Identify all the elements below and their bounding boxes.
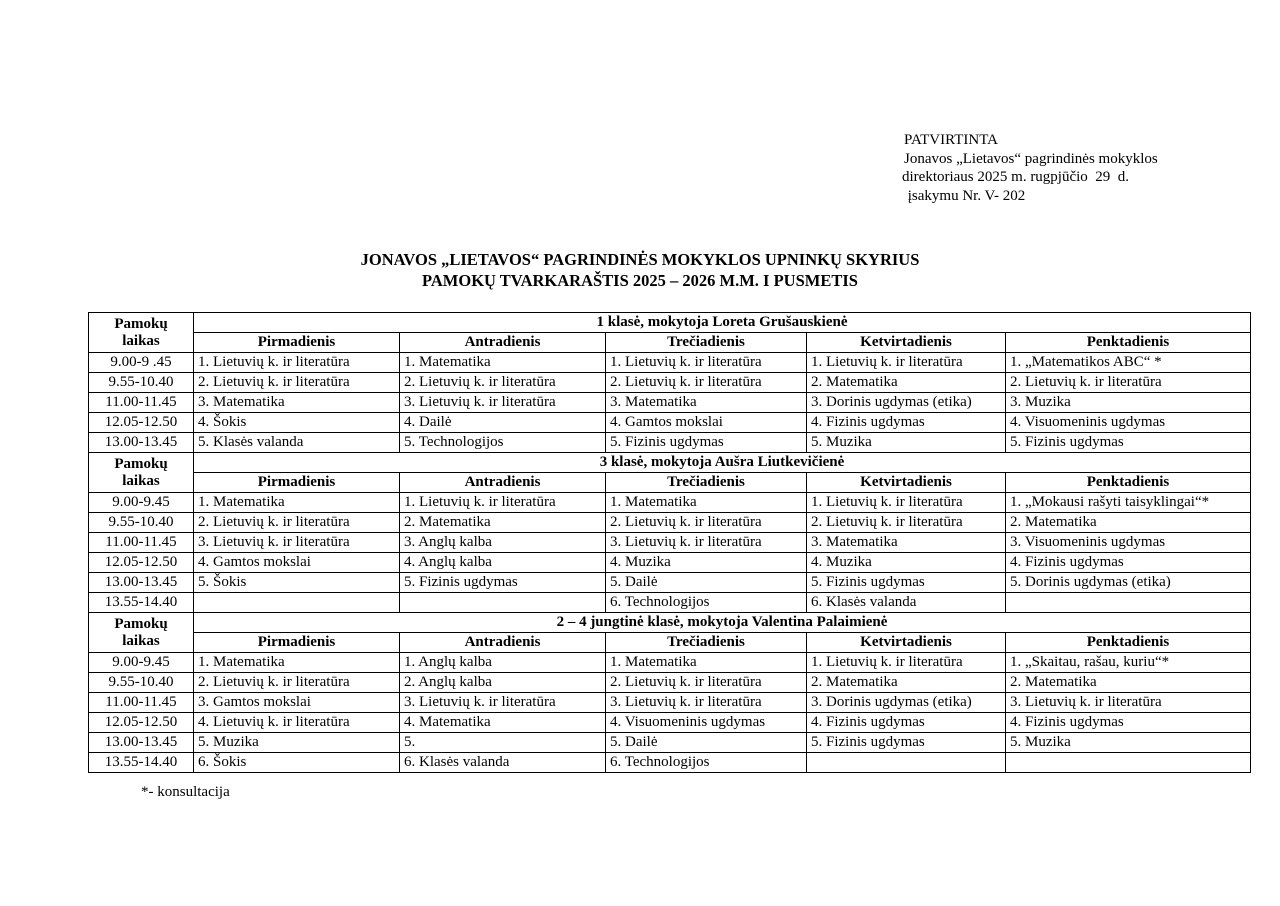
lesson-cell: 6. Šokis	[194, 753, 400, 773]
lesson-cell: 3. Lietuvių k. ir literatūra	[194, 533, 400, 553]
approval-line: Jonavos „Lietavos“ pagrindinės mokyklos	[904, 150, 1158, 167]
lesson-cell: 5. Muzika	[1006, 733, 1251, 753]
table-row	[89, 593, 1251, 613]
lesson-cell: 4. Muzika	[807, 553, 1006, 573]
day-header: Penktadienis	[1006, 633, 1251, 653]
timetable	[88, 312, 1251, 773]
lesson-time: 9.55-10.40	[89, 673, 194, 693]
lesson-cell: 6. Klasės valanda	[807, 593, 1006, 613]
day-header: Penktadienis	[1006, 333, 1251, 353]
table-row	[89, 513, 1251, 533]
lesson-cell: 3. Dorinis ugdymas (etika)	[807, 393, 1006, 413]
approval-line: įsakymu Nr. V- 202	[904, 187, 1026, 204]
title-line-2: PAMOKŲ TVARKARAŠTIS 2025 – 2026 M.M. I PUSMETIS	[422, 271, 858, 290]
lesson-cell: 1. Matematika	[606, 653, 807, 673]
lesson-cell: 3. Matematika	[606, 393, 807, 413]
lesson-cell	[1006, 593, 1251, 613]
day-header: Pirmadienis	[194, 333, 400, 353]
time-header-text: Pamokų	[114, 615, 168, 632]
lesson-cell: 2. Lietuvių k. ir literatūra	[194, 673, 400, 693]
lesson-cell: 2. Matematika	[807, 373, 1006, 393]
table-row	[89, 753, 1251, 773]
class-title: 1 klasė, mokytoja Loreta Grušauskienė	[194, 313, 1251, 333]
lesson-time: 9.00-9 .45	[89, 353, 194, 373]
lesson-cell: 6. Technologijos	[606, 753, 807, 773]
lesson-cell: 1. „Skaitau, rašau, kuriu“*	[1006, 653, 1251, 673]
lesson-cell: 5. Dailė	[606, 573, 807, 593]
lesson-cell: 2. Anglų kalba	[400, 673, 606, 693]
table-row	[89, 553, 1251, 573]
lesson-cell: 4. Gamtos mokslai	[194, 553, 400, 573]
lesson-cell: 3. Lietuvių k. ir literatūra	[1006, 693, 1251, 713]
lesson-time: 12.05-12.50	[89, 413, 194, 433]
lesson-cell: 6. Klasės valanda	[400, 753, 606, 773]
lesson-cell: 4. Matematika	[400, 713, 606, 733]
lesson-time: 9.55-10.40	[89, 373, 194, 393]
lesson-cell: 4. Muzika	[606, 553, 807, 573]
lesson-cell: 1. Matematika	[400, 353, 606, 373]
lesson-cell: 3. Visuomeninis ugdymas	[1006, 533, 1251, 553]
lesson-cell: 3. Gamtos mokslai	[194, 693, 400, 713]
table-row	[89, 693, 1251, 713]
time-header-text: laikas	[122, 472, 160, 489]
lesson-cell: 4. Šokis	[194, 413, 400, 433]
day-header-row	[89, 633, 1251, 653]
lesson-cell: 2. Lietuvių k. ir literatūra	[606, 673, 807, 693]
lesson-cell: 4. Dailė	[400, 413, 606, 433]
day-header: Penktadienis	[1006, 473, 1251, 493]
lesson-cell: 2. Lietuvių k. ir literatūra	[400, 373, 606, 393]
lesson-cell: 1. Anglų kalba	[400, 653, 606, 673]
lesson-cell	[194, 593, 400, 613]
lesson-cell: 5. Fizinis ugdymas	[807, 733, 1006, 753]
table-row	[89, 493, 1251, 513]
lesson-cell: 1. Lietuvių k. ir literatūra	[807, 493, 1006, 513]
lesson-time: 11.00-11.45	[89, 533, 194, 553]
lesson-cell: 4. Visuomeninis ugdymas	[606, 713, 807, 733]
lesson-cell: 3. Dorinis ugdymas (etika)	[807, 693, 1006, 713]
page-title	[0, 249, 1280, 291]
lesson-cell: 3. Anglų kalba	[400, 533, 606, 553]
day-header: Ketvirtadienis	[807, 633, 1006, 653]
lesson-cell: 2. Lietuvių k. ir literatūra	[1006, 373, 1251, 393]
day-header-row	[89, 473, 1251, 493]
lesson-cell: 2. Lietuvių k. ir literatūra	[194, 513, 400, 533]
lesson-cell: 2. Lietuvių k. ir literatūra	[606, 373, 807, 393]
table-row	[89, 353, 1251, 373]
approval-line: direktoriaus 2025 m. rugpjūčio 29 d.	[902, 169, 1130, 185]
lesson-cell: 3. Lietuvių k. ir literatūra	[400, 693, 606, 713]
lesson-cell: 5. Klasės valanda	[194, 433, 400, 453]
lesson-time: 13.00-13.45	[89, 433, 194, 453]
lesson-cell: 5. Fizinis ugdymas	[606, 433, 807, 453]
table-row	[89, 433, 1251, 453]
lesson-cell: 2. Matematika	[1006, 513, 1251, 533]
lesson-time: 13.00-13.45	[89, 733, 194, 753]
time-header-text: laikas	[122, 632, 160, 649]
table-row	[89, 573, 1251, 593]
day-header: Trečiadienis	[606, 333, 807, 353]
lesson-time: 12.05-12.50	[89, 713, 194, 733]
day-header: Antradienis	[400, 633, 606, 653]
lesson-cell: 2. Lietuvių k. ir literatūra	[807, 513, 1006, 533]
lesson-cell: 2. Matematika	[400, 513, 606, 533]
lesson-time: 9.00-9.45	[89, 653, 194, 673]
lesson-cell: 1. Lietuvių k. ir literatūra	[807, 653, 1006, 673]
lesson-cell: 5. Dailė	[606, 733, 807, 753]
table-row	[89, 533, 1251, 553]
time-column-header	[89, 313, 194, 353]
lesson-cell: 5. Fizinis ugdymas	[807, 573, 1006, 593]
lesson-cell	[1006, 753, 1251, 773]
time-header-text: Pamokų	[114, 455, 168, 472]
lesson-time: 13.55-14.40	[89, 593, 194, 613]
lesson-time: 13.55-14.40	[89, 753, 194, 773]
lesson-cell: 1. Lietuvių k. ir literatūra	[606, 353, 807, 373]
lesson-time: 13.00-13.45	[89, 573, 194, 593]
lesson-cell	[400, 593, 606, 613]
day-header: Trečiadienis	[606, 633, 807, 653]
table-row	[89, 653, 1251, 673]
day-header: Pirmadienis	[194, 473, 400, 493]
lesson-cell: 1. Lietuvių k. ir literatūra	[400, 493, 606, 513]
lesson-cell: 5. Technologijos	[400, 433, 606, 453]
time-header-text: laikas	[122, 332, 160, 349]
lesson-cell: 5. Šokis	[194, 573, 400, 593]
lesson-cell: 5. Muzika	[807, 433, 1006, 453]
lesson-time: 9.00-9.45	[89, 493, 194, 513]
day-header: Pirmadienis	[194, 633, 400, 653]
lesson-cell: 3. Matematika	[807, 533, 1006, 553]
table-row	[89, 413, 1251, 433]
section-title-row	[89, 453, 1251, 473]
lesson-cell: 3. Lietuvių k. ir literatūra	[400, 393, 606, 413]
lesson-cell: 2. Matematika	[807, 673, 1006, 693]
class-title: 2 – 4 jungtinė klasė, mokytoja Valentina Palaimienė	[194, 613, 1251, 633]
lesson-cell: 1. Matematika	[194, 493, 400, 513]
lesson-cell: 1. „Matematikos ABC“ *	[1006, 353, 1251, 373]
lesson-cell: 5. Muzika	[194, 733, 400, 753]
section-title-row	[89, 313, 1251, 333]
lesson-cell: 4. Fizinis ugdymas	[807, 713, 1006, 733]
table-row	[89, 673, 1251, 693]
day-header: Trečiadienis	[606, 473, 807, 493]
section-title-row	[89, 613, 1251, 633]
lesson-cell: 3. Muzika	[1006, 393, 1251, 413]
lesson-cell	[807, 753, 1006, 773]
lesson-cell: 5. Fizinis ugdymas	[400, 573, 606, 593]
table-row	[89, 393, 1251, 413]
table-row	[89, 373, 1251, 393]
day-header: Antradienis	[400, 473, 606, 493]
lesson-cell: 1. „Mokausi rašyti taisyklingai“*	[1006, 493, 1251, 513]
footnote: *- konsultacija	[141, 784, 230, 800]
lesson-cell: 4. Gamtos mokslai	[606, 413, 807, 433]
table-row	[89, 713, 1251, 733]
lesson-cell: 4. Anglų kalba	[400, 553, 606, 573]
lesson-cell: 4. Visuomeninis ugdymas	[1006, 413, 1251, 433]
lesson-cell: 1. Lietuvių k. ir literatūra	[807, 353, 1006, 373]
lesson-cell: 5.	[400, 733, 606, 753]
day-header: Antradienis	[400, 333, 606, 353]
title-line-1: JONAVOS „LIETAVOS“ PAGRINDINĖS MOKYKLOS UPNINKŲ SKYRIUS	[360, 250, 920, 269]
lesson-cell: 6. Technologijos	[606, 593, 807, 613]
lesson-time: 12.05-12.50	[89, 553, 194, 573]
lesson-time: 9.55-10.40	[89, 513, 194, 533]
lesson-cell: 3. Lietuvių k. ir literatūra	[606, 533, 807, 553]
lesson-cell: 1. Matematika	[606, 493, 807, 513]
lesson-cell: 3. Matematika	[194, 393, 400, 413]
day-header: Ketvirtadienis	[807, 333, 1006, 353]
lesson-cell: 5. Dorinis ugdymas (etika)	[1006, 573, 1251, 593]
lesson-cell: 4. Fizinis ugdymas	[1006, 553, 1251, 573]
lesson-cell: 2. Lietuvių k. ir literatūra	[194, 373, 400, 393]
lesson-time: 11.00-11.45	[89, 693, 194, 713]
time-column-header	[89, 453, 194, 493]
lesson-cell: 1. Matematika	[194, 653, 400, 673]
day-header: Ketvirtadienis	[807, 473, 1006, 493]
approval-line: PATVIRTINTA	[904, 132, 999, 148]
lesson-cell: 4. Fizinis ugdymas	[1006, 713, 1251, 733]
lesson-cell: 2. Lietuvių k. ir literatūra	[606, 513, 807, 533]
lesson-cell: 3. Lietuvių k. ir literatūra	[606, 693, 807, 713]
table-row	[89, 733, 1251, 753]
lesson-cell: 4. Lietuvių k. ir literatūra	[194, 713, 400, 733]
time-column-header	[89, 613, 194, 653]
approval-stamp	[904, 131, 1158, 205]
class-title: 3 klasė, mokytoja Aušra Liutkevičienė	[194, 453, 1251, 473]
time-header-text: Pamokų	[114, 315, 168, 332]
lesson-cell: 1. Lietuvių k. ir literatūra	[194, 353, 400, 373]
lesson-time: 11.00-11.45	[89, 393, 194, 413]
lesson-cell: 5. Fizinis ugdymas	[1006, 433, 1251, 453]
day-header-row	[89, 333, 1251, 353]
lesson-cell: 4. Fizinis ugdymas	[807, 413, 1006, 433]
lesson-cell: 2. Matematika	[1006, 673, 1251, 693]
